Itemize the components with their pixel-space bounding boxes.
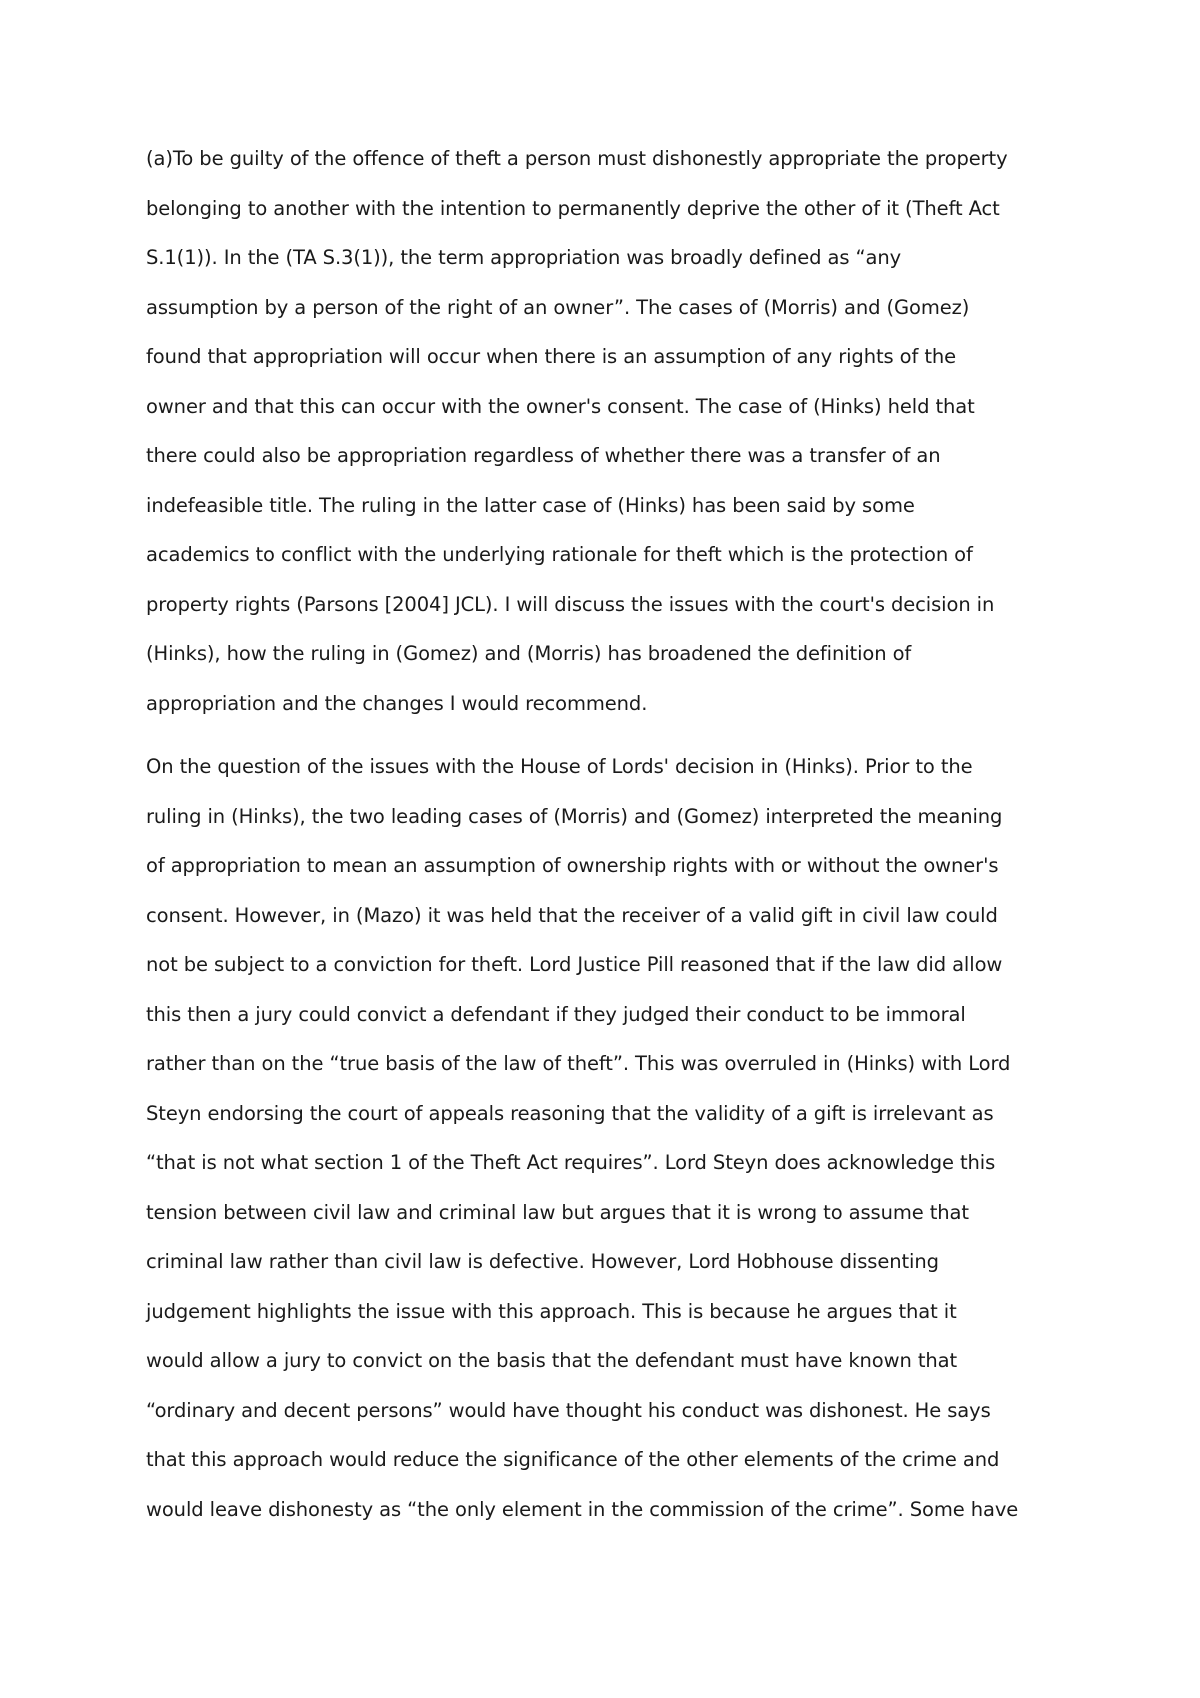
text-line: “that is not what section 1 of the Theft Act requires”. Lord Steyn does acknowledge this — [146, 1151, 996, 1174]
text-line: there could also be appropriation regardless of whether there was a transfer of an — [146, 444, 941, 467]
text-line: would leave dishonesty as “the only element in the commission of the crime”. Some have — [146, 1497, 1019, 1521]
text-line: “ordinary and decent persons” would have thought his conduct was dishonest. He says — [146, 1398, 991, 1422]
text-line: (a)To be guilty of the offence of theft a person must dishonestly appropriate the property — [146, 147, 1008, 170]
text-line: owner and that this can occur with the owner's consent. The case of (Hinks) held that — [146, 394, 975, 418]
paragraph-2 — [146, 742, 1076, 1534]
text-line: of appropriation to mean an assumption of ownership rights with or without the owner's — [146, 854, 999, 877]
paragraph-1 — [146, 134, 1076, 728]
text-line: property rights (Parsons [2004] JCL). I will discuss the issues with the court's decision in — [146, 592, 995, 616]
text-line: judgement highlights the issue with this approach. This is because he argues that it — [146, 1299, 957, 1323]
text-line: would allow a jury to convict on the basis that the defendant must have known that — [146, 1349, 958, 1372]
text-line: indefeasible title. The ruling in the latter case of (Hinks) has been said by some — [146, 493, 915, 517]
text-line: appropriation and the changes I would recommend. — [146, 691, 648, 715]
text-line: assumption by a person of the right of an owner”. The cases of (Morris) and (Gomez) — [146, 295, 970, 319]
text-line: belonging to another with the intention to permanently deprive the other of it (Theft Act — [146, 196, 1000, 220]
text-line: academics to conflict with the underlying rationale for theft which is the protection of — [146, 543, 973, 566]
text-line: (Hinks), how the ruling in (Gomez) and (Morris) has broadened the definition of — [146, 642, 912, 665]
text-line: rather than on the “true basis of the law of theft”. This was overruled in (Hinks) with Lord — [146, 1052, 1011, 1075]
text-line: this then a jury could convict a defendant if they judged their conduct to be immoral — [146, 1002, 966, 1026]
text-line: that this approach would reduce the significance of the other elements of the crime and — [146, 1448, 1000, 1471]
text-line: criminal law rather than civil law is defective. However, Lord Hobhouse dissenting — [146, 1250, 939, 1273]
text-line: consent. However, in (Mazo) it was held that the receiver of a valid gift in civil law could — [146, 903, 998, 927]
text-line: found that appropriation will occur when there is an assumption of any rights of the — [146, 345, 957, 368]
text-line: S.1(1)). In the (TA S.3(1)), the term appropriation was broadly defined as “any — [146, 246, 902, 269]
text-line: tension between civil law and criminal law but argues that it is wrong to assume that — [146, 1200, 969, 1224]
text-line: not be subject to a conviction for theft. Lord Justice Pill reasoned that if the law did allow — [146, 953, 1003, 976]
text-line: ruling in (Hinks), the two leading cases of (Morris) and (Gomez) interpreted the meaning — [146, 804, 1003, 828]
text-line: On the question of the issues with the House of Lords' decision in (Hinks). Prior to the — [146, 755, 973, 778]
text-line: Steyn endorsing the court of appeals reasoning that the validity of a gift is irrelevant as — [146, 1101, 994, 1125]
